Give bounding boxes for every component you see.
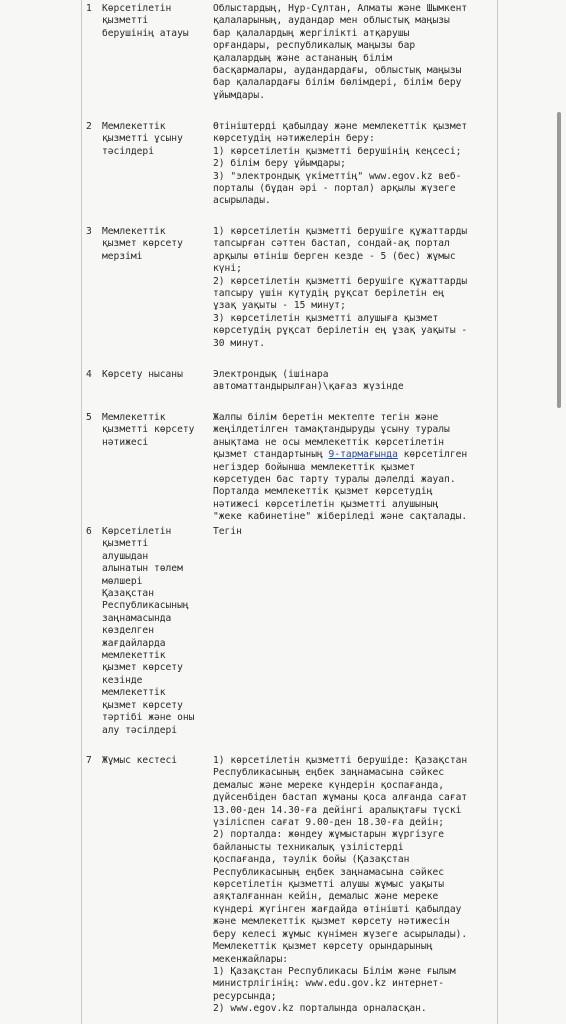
row-value: 1) көрсетілетін қызметті берушіде: Қазақстан Республикасының еңбек заңнамасына сәйкес демалыс және мереке күндерін қоспағанда, дүйсенбіден бастап жұманы қоса алғанда сағат 13.00-ден 14.30-ға дейінгі аралықтағы түскі үзіліспен сағат 9.00-ден 18.30-ға дейін; 2) порталда: жөндеу жұмыстарын жүргізуге байланысты техникалық үзілістерді қоспағанда, тәулік бойы (Қазақстан Республикасының еңбек заңнамасына сәйкес көрсетілетін қызметті алушы жұмыс уақыты аяқталғаннан кейін, демалыс және мереке күндері жүгінген жағдайда өтінішті қабылдау және мемлекеттік қызмет көрсету нәтижесін беру келесі жұмыс күнімен жүзеге асырылады). Мемлекеттік қызмет көрсету орындарының мекенжайлары: 1) Қазақстан Республикасы Білім және ғылым министрлігінің: www.edu.gov.kz интернет- ресурсында; 2) www.egov.kz порталында орналасқан. — [213, 755, 468, 1015]
row-value: Электрондық (ішінара автоматтандырылған)\қағаз жүзінде — [213, 369, 404, 393]
paragraph-9-link[interactable]: 9-тармағында — [328, 449, 398, 461]
row-number: 3 — [86, 226, 92, 237]
value-text: көрсетілген негіздер бойынша мемлекеттік қызмет көрсетуден бас тарту туралы дәлелді жауап. Порталда мемлекеттік қызмет көрсетудің нәтижесі көрсетілетін қызметті алушының "жеке кабинетіне" жіберіледі және сақталады. — [213, 449, 468, 523]
row-number: 6 — [86, 526, 92, 537]
row-number: 2 — [86, 121, 92, 132]
row-value: Өтініштерді қабылдау және мемлекеттік қызмет көрсетудің нәтижелерін беру: 1) көрсетілетін қызметті берушінің кеңсесі; 2) білім беру ұйымдары; 3) "электрондық үкіметтің" www.egov.kz веб- порталы (бұдан әрі - портал) арқылы жүзеге асырылады. — [213, 121, 468, 207]
row-value — [213, 412, 495, 524]
row-label: Көрсетілетін қызметті алушыдан алынатын төлем мөлшері Қазақстан Республикасының заңнамасында көзделген жағдайларда мемлекеттік қызмет көрсету кезінде мемлекеттік қызмет көрсету тәртібі және оны алу тәсілдері — [102, 526, 195, 736]
row-value: Тегін — [213, 526, 242, 537]
scrollbar-thumb[interactable] — [557, 112, 561, 408]
row-label: Көрсетілетін қызметті берушінің атауы — [102, 3, 189, 39]
row-number: 5 — [86, 412, 92, 423]
row-label: Мемлекеттік қызметті ұсыну тәсілдері — [102, 121, 183, 157]
value-text: Жалпы білім беретін мектепте тегін және жеңілдетілген тамақтандыруды ұсыну туралы анықтама не осы мемлекеттік көрсетілетін қызмет стандартының — [213, 412, 450, 461]
table-right-border — [497, 0, 498, 1024]
row-label: Көрсету нысаны — [102, 369, 183, 380]
row-number: 4 — [86, 369, 92, 380]
row-value: 1) көрсетілетін қызметті берушіге құжаттарды тапсырған сәттен бастап, сондай-ақ портал арқылы өтініш берген кезде - 5 (бес) жұмыс күні; 2) көрсетілетін қызметті берушіге құжаттарды тапсыру үшін күтудің рұқсат берілетін ең ұзақ уақыты - 15 минут; 3) көрсетілетін қызметті алушыға қызмет көрсетудің рұқсат берілетін ең ұзақ уақыты - 30 минут. — [213, 226, 468, 349]
row-label: Мемлекеттік қызметті көрсету нәтижесі — [102, 412, 195, 448]
row-label: Жұмыс кестесі — [102, 755, 178, 766]
row-number: 1 — [86, 3, 92, 14]
table-left-border — [81, 0, 82, 1024]
row-number: 7 — [86, 755, 92, 766]
row-value: Облыстардың, Нұр-Сұлтан, Алматы және Шымкент қалаларының, аудандар мен облыстық маңызы бар қалалардың жергілікті атқарушы орғандары, республикалық маңызы бар қалалардың және астананың білім басқармалары, аудандардағы, облыстық маңызы бар қалалардағы білім бөлімдері, білім беру ұйымдары. — [213, 3, 468, 101]
row-label: Мемлекеттік қызмет көрсету мерзімі — [102, 226, 183, 262]
